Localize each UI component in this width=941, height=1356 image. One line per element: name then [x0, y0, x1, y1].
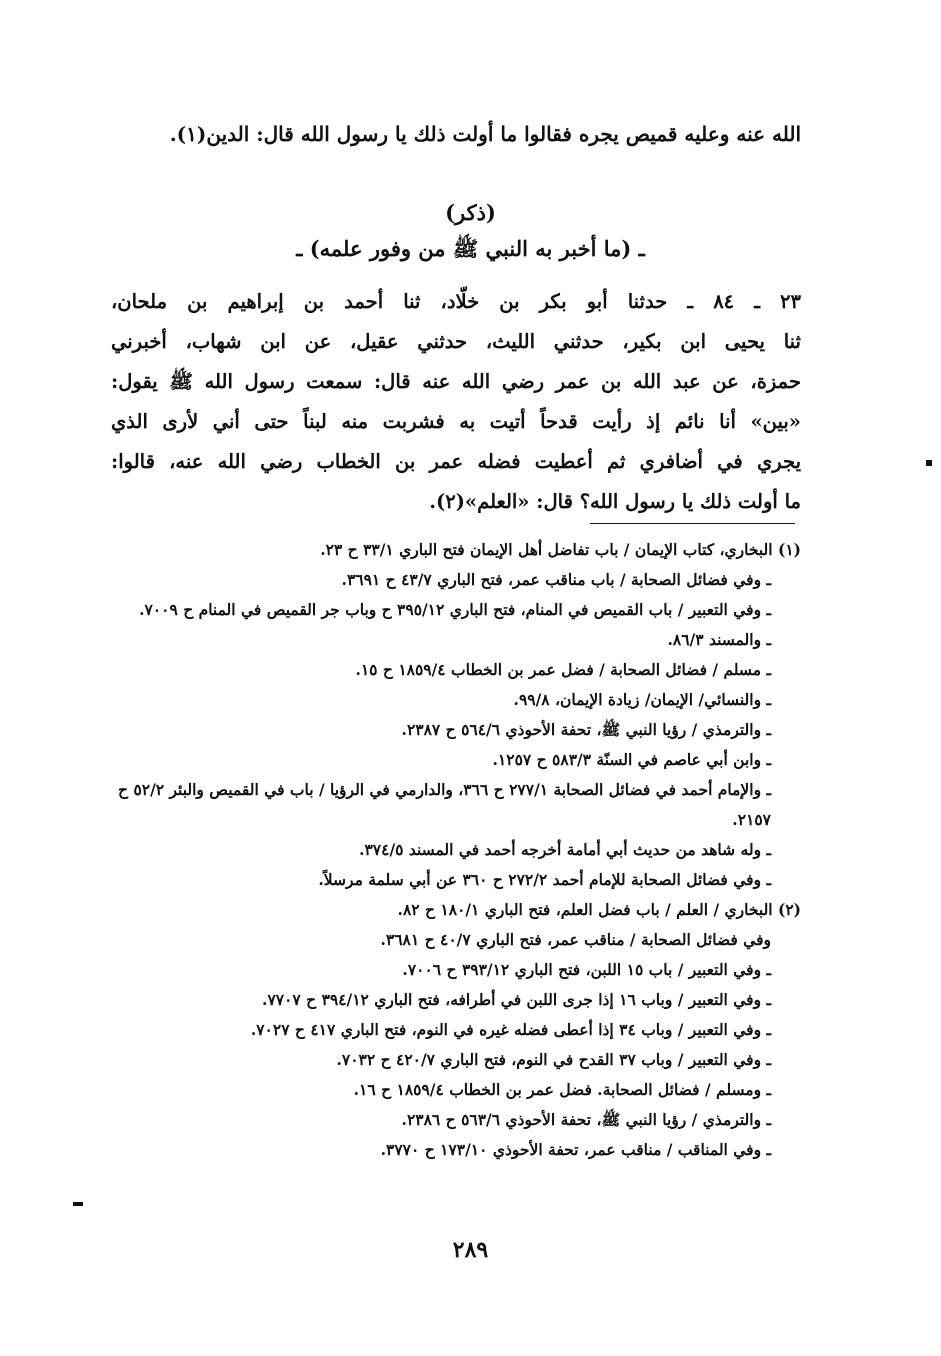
footnote-item: ـ وفي التعبير / وباب ١٦ إذا جرى اللبن في أطرافه، فتح الباري ٣٩٤/١٢ ح ٧٧٠٧. — [262, 990, 771, 1009]
hadith-line: ما أولت ذلك يا رسول الله؟ قال: «العلم»(٢). — [429, 490, 801, 513]
section-subtitle: ـ (ما أخبر به النبي ﷺ من وفور علمه) ـ — [296, 236, 645, 261]
footnote-item: ـ وفي المناقب / مناقب عمر، تحفة الأحوذي ١٧٣/١٠ ح ٣٧٧٠. — [380, 1140, 771, 1159]
section-title: (ذكر) — [445, 200, 496, 225]
page-number: ٢٨٩ — [452, 1237, 489, 1263]
scan-speck — [926, 460, 932, 466]
footnote-item: ـ وابن أبي عاصم في السنّة ٥٨٣/٣ ح ١٢٥٧. — [492, 750, 771, 769]
footnote-item: ـ مسلم / فضائل الصحابة / فضل عمر بن الخطاب ١٨٥٩/٤ ح ١٥. — [355, 660, 771, 679]
hadith-line: «بين» أنا نائم إذ رأيت قدحاً أتيت به فشربت منه لبناً حتى أني لأرى الذي — [111, 410, 801, 433]
footnotes — [91, 535, 801, 1165]
footnote-item: ـ وفي التعبير / وباب ٣٧ القدح في النوم، فتح الباري ٤٢٠/٧ ح ٧٠٣٢. — [336, 1050, 771, 1069]
footnote-item: ـ والترمذي / رؤيا النبي ﷺ، تحفة الأحوذي ٥٦٤/٦ ح ٢٣٨٧. — [401, 720, 771, 739]
hadith-line: حمزة، عن عبد الله بن عمر رضي الله عنه قال: سمعت رسول الله ﷺ يقول: — [111, 370, 801, 393]
footnote-item: ـ وفي فضائل الصحابة للإمام أحمد ٢٧٢/٢ ح ٣٦٠ عن أبي سلمة مرسلاً. — [318, 870, 771, 889]
hadith-line: ٢٣ ـ ٨٤ ـ حدثنا أبو بكر بن خلّاد، ثنا أحمد بن إبراهيم بن ملحان، — [111, 290, 801, 313]
hadith-line: ثنا يحيى ابن بكير، حدثني الليث، حدثني عقيل، عن ابن شهاب، أخبرني — [111, 330, 801, 353]
continuation-line: الله عنه وعليه قميص يجره فقالوا ما أولت ذلك يا رسول الله قال: الدين(١). — [169, 122, 801, 146]
footnote-1-head: (١) البخاري، كتاب الإيمان / باب تفاضل أهل الإيمان فتح الباري ٣٣/١ ح ٢٣. — [320, 540, 801, 559]
footnote-item: ـ وفي فضائل الصحابة / باب مناقب عمر، فتح الباري ٤٣/٧ ح ٣٦٩١. — [341, 570, 771, 589]
footnote-2-head: (٢) البخاري / العلم / باب فضل العلم، فتح الباري ١٨٠/١ ح ٨٢. — [397, 900, 801, 919]
scan-speck — [73, 1202, 83, 1206]
footnote-item: ـ والمسند ٨٦/٣. — [667, 630, 771, 649]
footnote-item: ـ وفي التعبير / باب القميص في المنام، فتح الباري ٣٩٥/١٢ ح وباب جر القميص في المنام ح ٧٠٠٩. — [139, 600, 771, 619]
footnote-item: ـ وله شاهد من حديث أبي أمامة أخرجه أحمد في المسند ٣٧٤/٥. — [359, 840, 771, 859]
footnote-item: ـ وفي التعبير / باب ١٥ اللبن، فتح الباري ٣٩٣/١٢ ح ٧٠٠٦. — [402, 960, 771, 979]
footnote-item: ـ ومسلم / فضائل الصحابة. فضل عمر بن الخطاب ١٨٥٩/٤ ح ١٦. — [353, 1080, 771, 1099]
footnote-item: ـ وفي التعبير / وباب ٣٤ إذا أعطى فضله غيره في النوم، فتح الباري ٤١٧ ح ٧٠٢٧. — [250, 1020, 771, 1039]
hadith-text — [111, 282, 801, 522]
footnote-item: وفي فضائل الصحابة / مناقب عمر، فتح الباري ٤٠/٧ ح ٣٦٨١. — [380, 930, 771, 949]
footnote-item: ـ والإمام أحمد في فضائل الصحابة ٢٧٧/١ ح ٣٦٦، والدارمي في الرؤيا / باب في القميص والبئر ٥٢/٢ ح ٢١٥٧. — [118, 780, 771, 829]
footnote-item: ـ والنسائي/ الإيمان/ زيادة الإيمان، ٩٩/٨. — [513, 690, 771, 709]
footnote-separator — [590, 523, 795, 524]
footnote-item: ـ والترمذي / رؤيا النبي ﷺ، تحفة الأحوذي ٥٦٣/٦ ح ٢٣٨٦. — [401, 1110, 771, 1129]
hadith-line: يجري في أضافري ثم أعطيت فضله عمر بن الخطاب رضي الله عنه، قالوا: — [111, 450, 801, 473]
